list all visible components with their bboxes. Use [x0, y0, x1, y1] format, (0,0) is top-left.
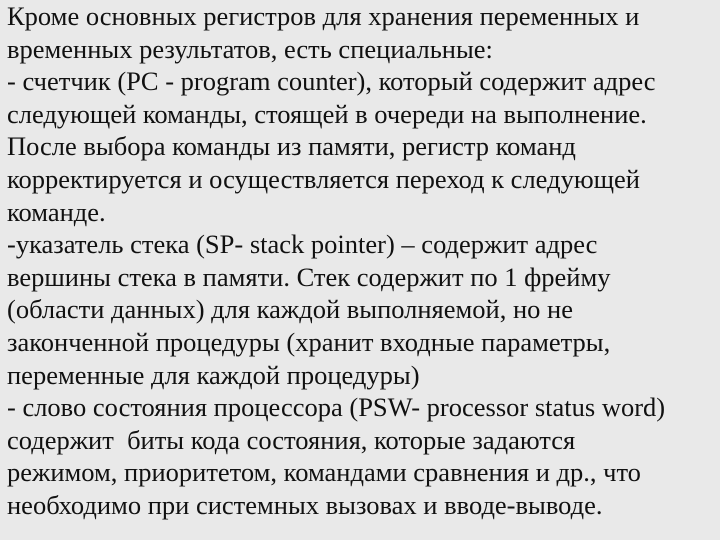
text-line: Кроме основных регистров для хранения переменных и: [7, 1, 640, 31]
text-line: -указатель стека (SP- stack pointer) – содержит адрес: [7, 229, 598, 260]
text-line: временных результатов, есть специальные:: [7, 33, 493, 64]
text-line: режимом, приоритетом, командами сравнения и др., что: [7, 457, 641, 488]
text-line: содержит биты кода состояния, которые задаются: [7, 424, 576, 455]
text-line: команде.: [7, 196, 106, 227]
text-line: - счетчик (PC - program counter), который содержит адрес: [7, 66, 656, 97]
text-line: следующей команды, стоящей в очереди на выполнение.: [7, 98, 647, 129]
text-line: законченной процедуры (хранит входные параметры,: [7, 326, 611, 357]
text-line: - слово состояния процессора (PSW- processor status word): [7, 392, 666, 423]
text-line: После выбора команды из памяти, регистр команд: [7, 131, 576, 162]
text-line: вершины стека в памяти. Стек содержит по 1 фрейму: [7, 261, 611, 292]
text-line: необходимо при системных вызовах и вводе-выводе.: [7, 489, 603, 520]
text-line: (области данных) для каждой выполняемой, но не: [7, 294, 573, 325]
text-line: корректируется и осуществляется переход к следующей: [7, 163, 640, 194]
text-line: переменные для каждой процедуры): [7, 359, 420, 390]
slide-body-text: [7, 0, 719, 522]
